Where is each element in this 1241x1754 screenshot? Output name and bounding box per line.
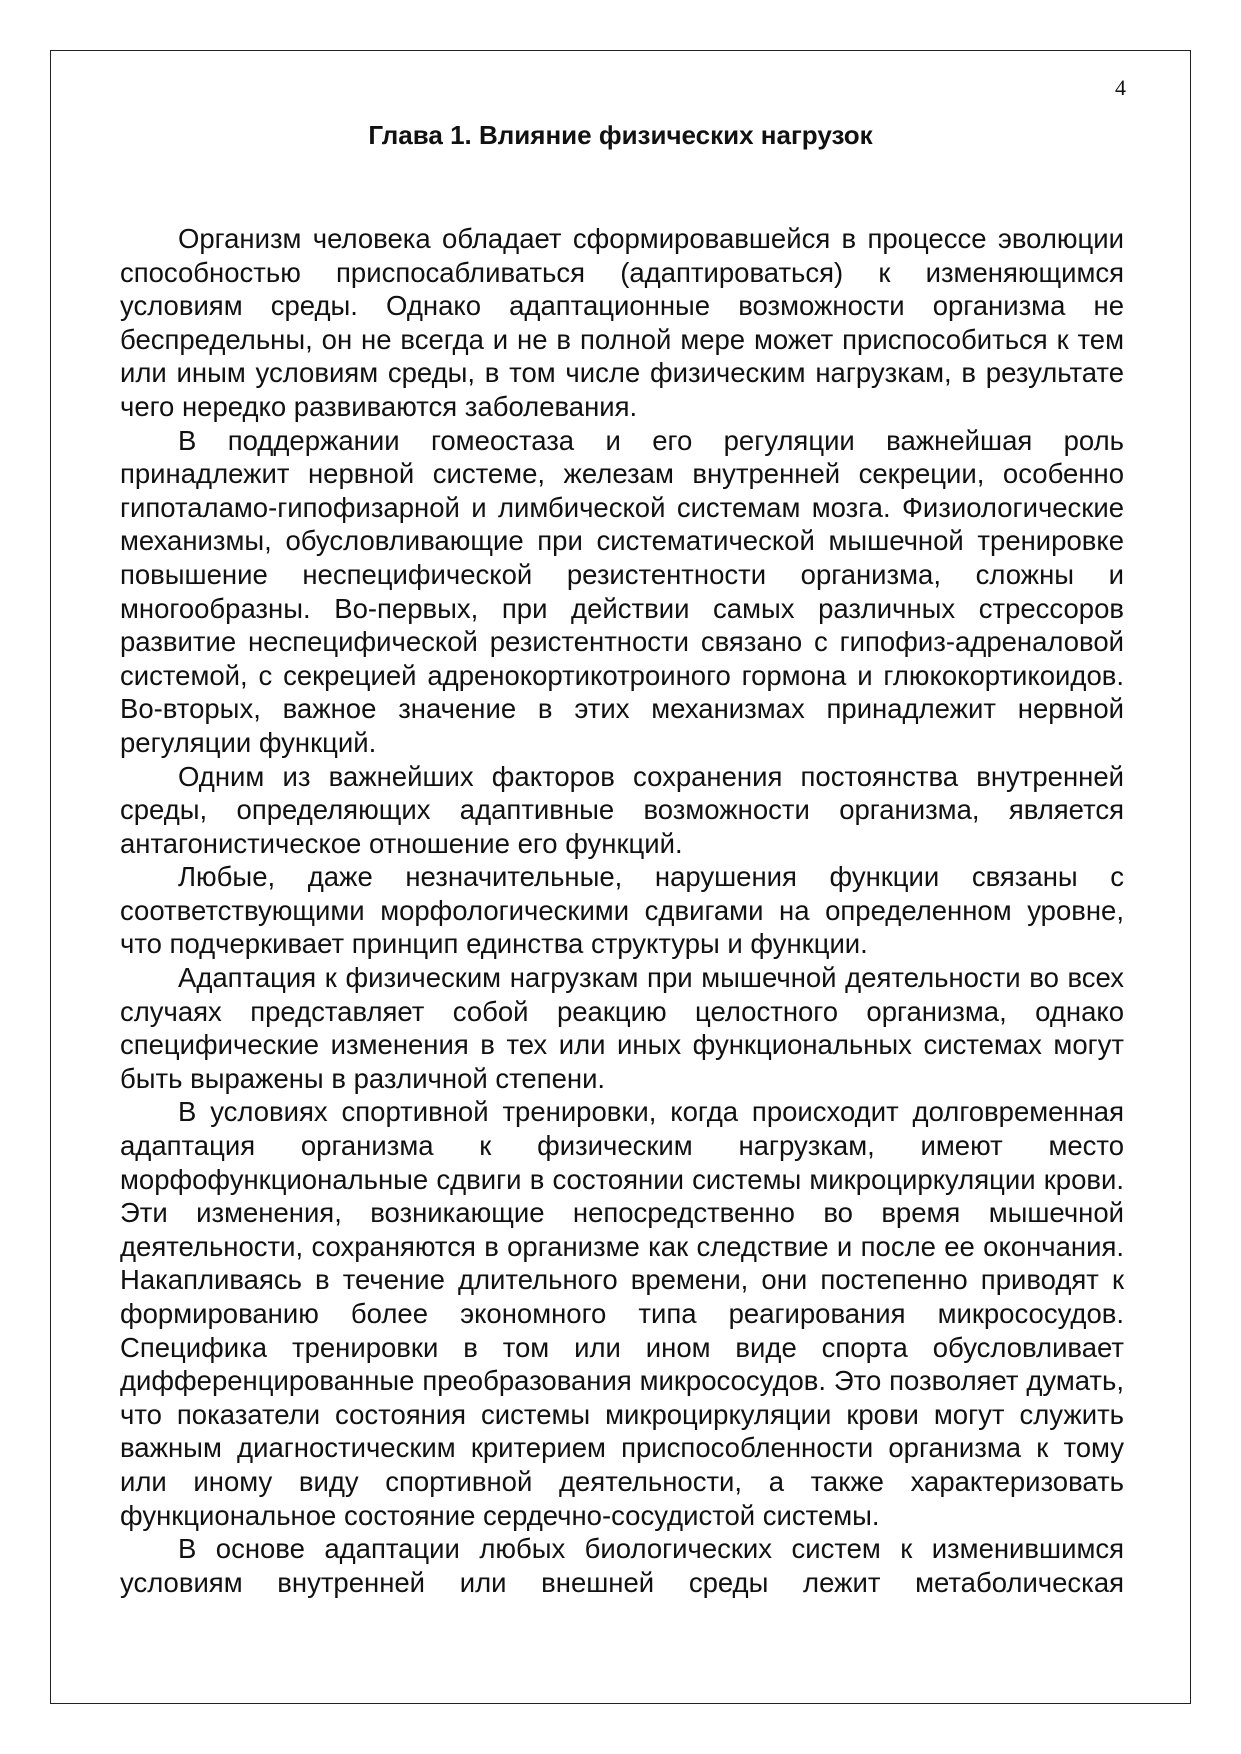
body-text: [120, 222, 1124, 1599]
paragraph: В условиях спортивной тренировки, когда происходит долговременная адаптация организма к физическим нагрузкам, имеют место морфофункциональные сдвиги в состоянии системы микроциркуляции крови. Эти изменения, возникающие непосредственно во время мышечной деятельности, сохраняются в организме как следствие и после ее окончания. Накапливаясь в течение длительного времени, они постепенно приводят к формированию более экономного типа реагирования микрососудов. Специфика тренировки в том или ином виде спорта обусловливает дифференцированные преобразования микрососудов. Это позволяет думать, что показатели состояния системы микроциркуляции крови могут служить важным диагностическим критерием приспособленности организма к тому или иному виду спортивной деятельности, а также характеризовать функциональное состояние сердечно-сосудистой системы.: [120, 1096, 1124, 1531]
paragraph: Адаптация к физическим нагрузкам при мышечной деятельности во всех случаях представляет собой реакцию целостного организма, однако специфические изменения в тех или иных функциональных системах могут быть выражены в различной степени.: [120, 962, 1124, 1094]
paragraph: В поддержании гомеостаза и его регуляции важнейшая роль принадлежит нервной системе, железам внутренней секреции, особенно гипоталамо-гипофизарной и лимбической системам мозга. Физиологические механизмы, обусловливающие при систематической мышечной тренировке повышение неспецифической резистентности организма, сложны и многообразны. Во-первых, при действии самых различных стрессоров развитие неспецифической резистентности связано с гипофиз-адреналовой системой, с секрецией адренокортикотроиного гормона и глюкокортикоидов. Во-вторых, важное значение в этих механизмах принадлежит нервной регуляции функций.: [120, 424, 1124, 758]
paragraph: В основе адаптации любых биологических систем к изменившимся условиям внутренней или внешней среды лежит метаболическая: [120, 1533, 1124, 1598]
paragraph: Организм человека обладает сформировавшейся в процессе эволюции способностью приспосабливаться (адаптироваться) к изменяющимся условиям среды. Однако адаптационные возможности организма не беспредельны, он не всегда и не в полной мере может приспособиться к тем или иным условиям среды, в том числе физическим нагрузкам, в результате чего нередко развиваются заболевания.: [120, 223, 1124, 422]
page-number: 4: [1115, 75, 1126, 100]
chapter-title: Глава 1. Влияние физических нагрузок: [368, 120, 873, 150]
paragraph: Любые, даже незначительные, нарушения функции связаны с соответствующими морфологическими сдвигами на определенном уровне, что подчеркивает принцип единства структуры и функции.: [120, 861, 1124, 960]
paragraph: Одним из важнейших факторов сохранения постоянства внутренней среды, определяющих адаптивные возможности организма, является антагонистическое отношение его функций.: [120, 760, 1124, 859]
